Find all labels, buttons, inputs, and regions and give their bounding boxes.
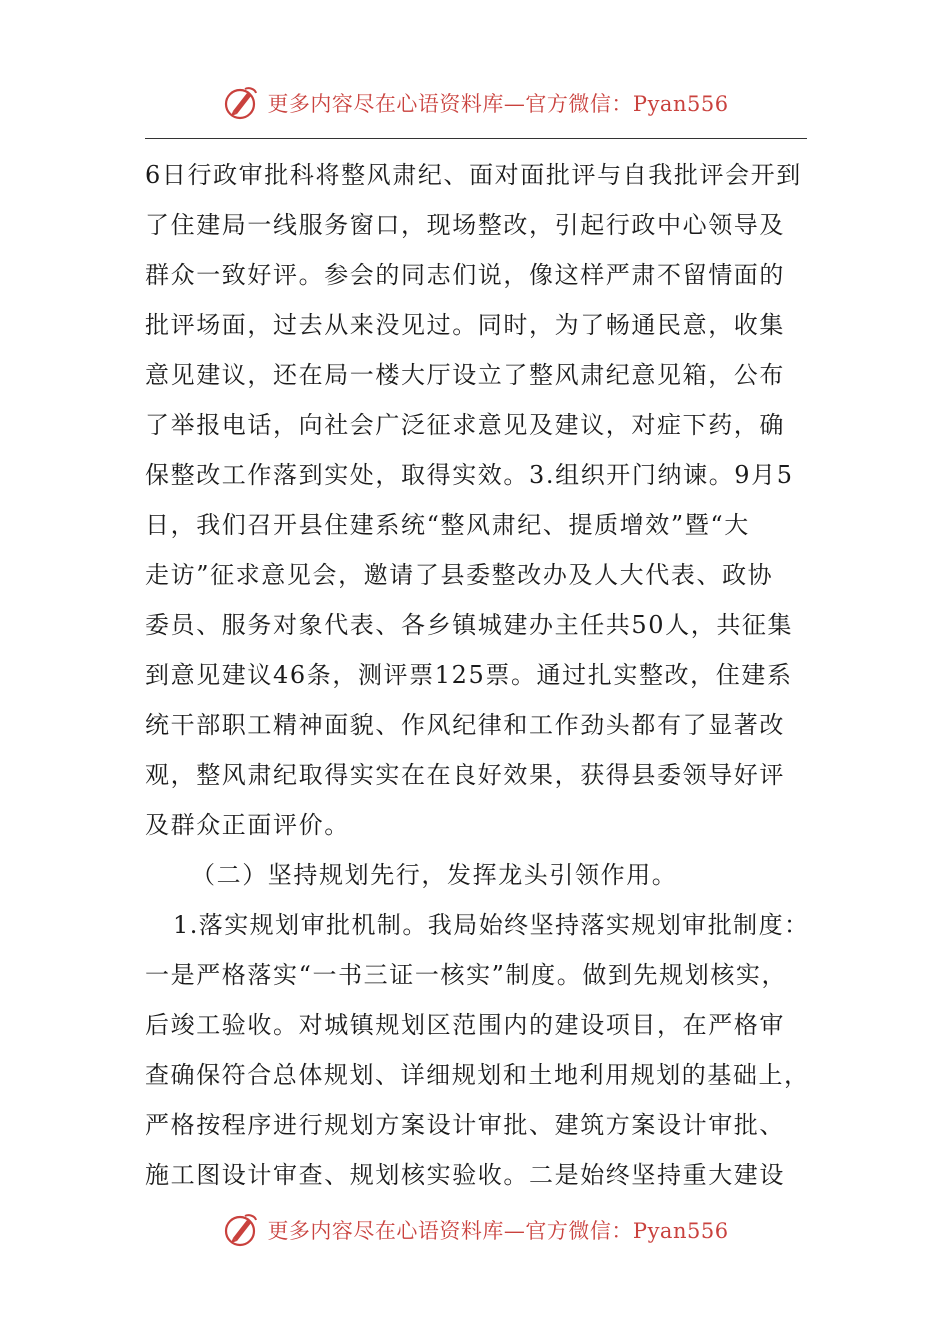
body-line: 1.落实规划审批机制。我局始终坚持落实规划审批制度： xyxy=(173,911,810,939)
body-line: 6日行政审批科将整风肃纪、面对面批评与自我批评会开到 xyxy=(145,161,802,189)
body-line: 一是严格落实“一书三证一核实”制度。做到先规划核实， xyxy=(145,961,788,989)
body-line: 日，我们召开县住建系统“整风肃纪、提质增效”暨“大 xyxy=(145,511,750,539)
body-line: 走访”征求意见会，邀请了县委整改办及人大代表、政协 xyxy=(145,561,774,589)
body-line: 查确保符合总体规划、详细规划和土地利用规划的基础上， xyxy=(145,1061,810,1089)
body-line: 了举报电话，向社会广泛征求意见及建议，对症下药，确 xyxy=(145,411,785,439)
body-line: 后竣工验收。对城镇规划区范围内的建设项目，在严格审 xyxy=(145,1011,785,1039)
document-body xyxy=(145,150,810,1200)
header-banner xyxy=(0,80,950,126)
pen-circle-logo-icon xyxy=(221,1210,261,1250)
body-line: 意见建议，还在局一楼大厅设立了整风肃纪意见箱，公布 xyxy=(145,361,785,389)
footer-banner-text: 更多内容尽在心语资料库—官方微信：Pyan556 xyxy=(267,1219,729,1243)
body-line: 施工图设计审查、规划核实验收。二是始终坚持重大建设 xyxy=(145,1161,785,1189)
body-line: 统干部职工精神面貌、作风纪律和工作劲头都有了显著改 xyxy=(145,711,785,739)
body-line: 观，整风肃纪取得实实在在良好效果，获得县委领导好评 xyxy=(145,761,785,789)
body-line: 群众一致好评。参会的同志们说，像这样严肃不留情面的 xyxy=(145,261,785,289)
header-divider xyxy=(145,138,807,139)
footer-banner xyxy=(0,1207,950,1253)
body-line: 到意见建议46条，测评票125票。通过扎实整改，住建系 xyxy=(145,661,793,689)
pen-circle-logo-icon xyxy=(221,83,261,123)
body-line: 及群众正面评价。 xyxy=(145,811,350,839)
body-line: 批评场面，过去从来没见过。同时，为了畅通民意，收集 xyxy=(145,311,785,339)
body-line: 了住建局一线服务窗口，现场整改，引起行政中心领导及 xyxy=(145,211,785,239)
body-line: 委员、服务对象代表、各乡镇城建办主任共50人，共征集 xyxy=(145,611,794,639)
section-heading: （二）坚持规划先行，发挥龙头引领作用。 xyxy=(191,861,678,889)
body-line: 严格按程序进行规划方案设计审批、建筑方案设计审批、 xyxy=(145,1111,785,1139)
header-banner-text: 更多内容尽在心语资料库—官方微信：Pyan556 xyxy=(267,92,729,116)
body-line: 保整改工作落到实处，取得实效。3.组织开门纳谏。9月5 xyxy=(145,461,794,489)
